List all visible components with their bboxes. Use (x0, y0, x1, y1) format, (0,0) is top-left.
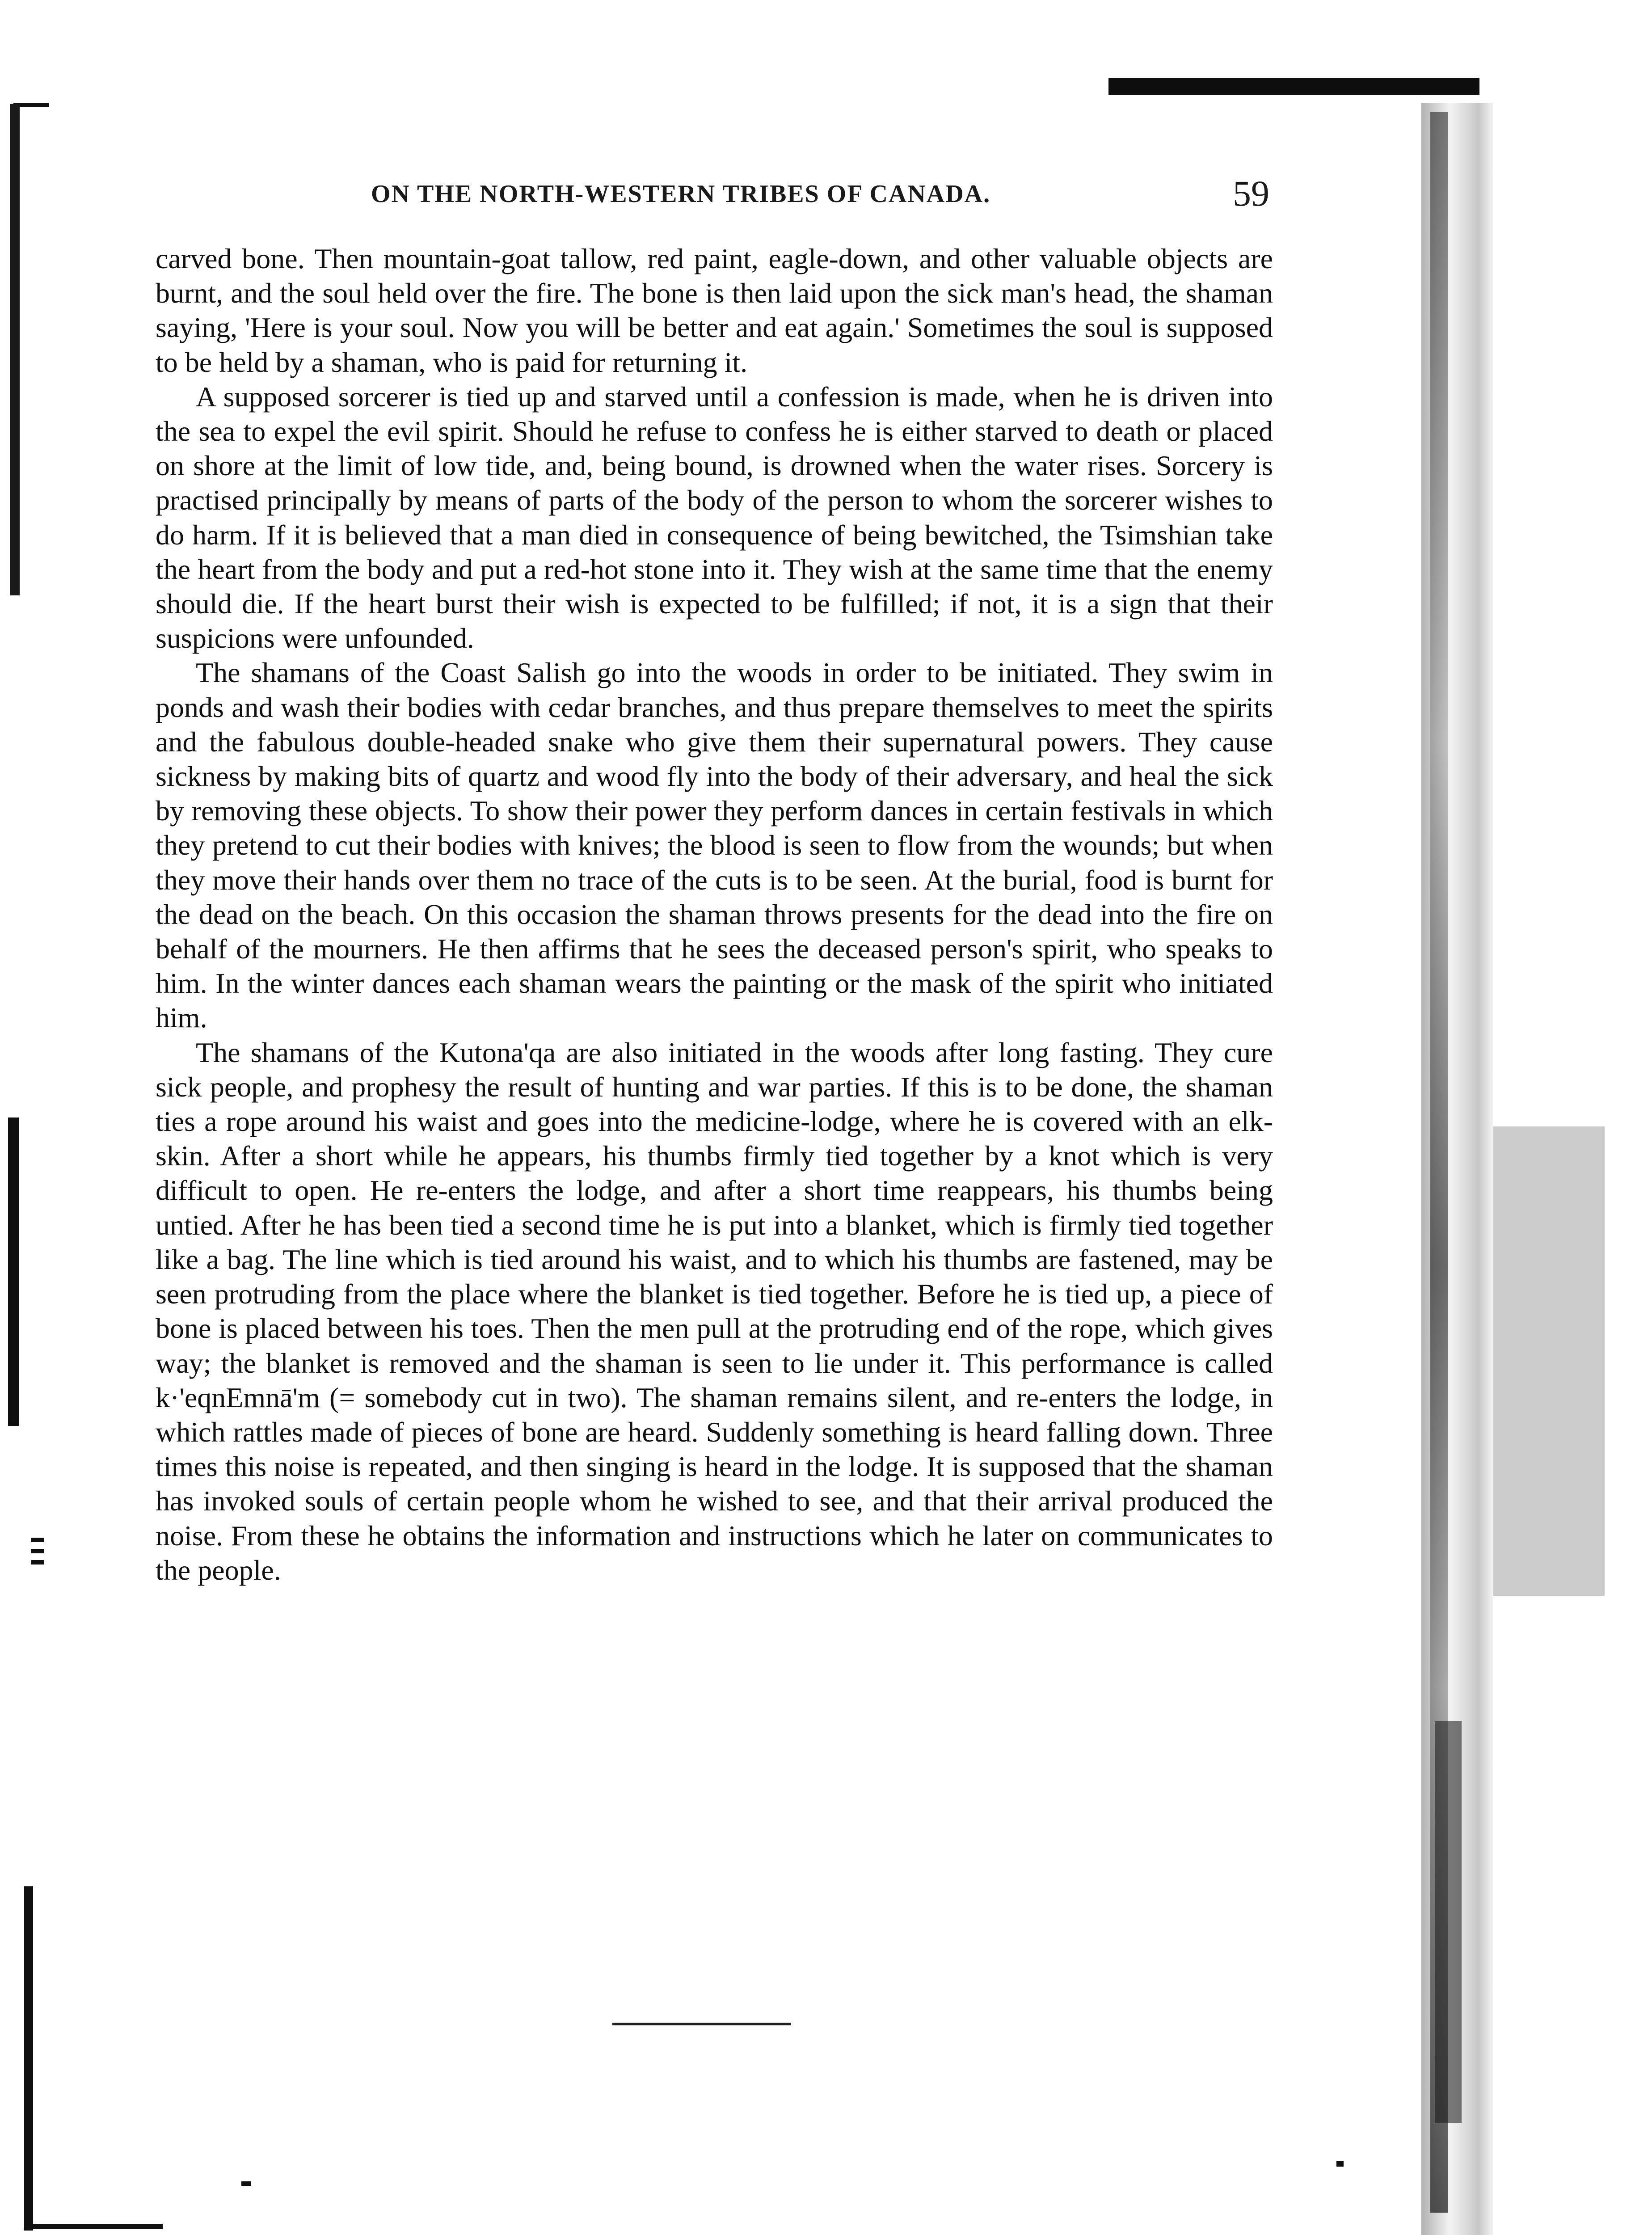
scan-edge-bar (8, 1118, 19, 1426)
paragraph: The shamans of the Coast Salish go into the woods in order to be initiated. They swim in ponds and wash their bodies with cedar branches, and thus prepare themselves to meet the spirits and the fabulous double-headed snake who give them their supernatural powers. They cause sickness by making bits of quartz and wood fly into the body of their adversary, and heal the sick by removing these objects. To show their power they perform dances in certain festivals in which they pretend to cut their bodies with knives; the blood is seen to flow from the wounds; but when they move their hands over them no trace of the cuts is to be seen. At the burial, food is burnt for the dead on the beach. On this occasion the shaman throws presents for the dead into the fire on behalf of the mourners. He then affirms that he sees the deceased person's spirit, who speaks to him. In the winter dances each shaman wears the painting or the mask of the spirit who initiated him. (156, 657, 1273, 1034)
section-end-rule (612, 2023, 791, 2025)
running-title: ON THE NORTH-WESTERN TRIBES OF CANADA. (371, 180, 991, 208)
scan-binding-shadow (1435, 1721, 1462, 2123)
scan-mark (31, 1560, 44, 1564)
page-number: 59 (1233, 173, 1269, 214)
paragraph: carved bone. Then mountain-goat tallow, red paint, eagle-down, and other valuable objects are burnt, and the soul held over the fire. The bone is then laid upon the sick man's head, the shaman saying, 'Here is your soul. Now you will be better and eat again.' Sometimes the soul is supposed to be held by a shaman, who is paid for returning it. (156, 243, 1273, 378)
scan-mark (31, 1549, 44, 1553)
paragraph: A supposed sorcerer is tied up and starved until a confession is made, when he is driven into the sea to expel the evil spirit. Should he refuse to confess he is either starved to death or placed on shore at the limit of low tide, and, being bound, is drowned when the water rises. Sorcery is practised principally by means of parts of the body of the person to whom the sorcerer wishes to do harm. If it is believed that a man died in consequence of being bewitched, the Tsimshian take the heart from the body and put a red-hot stone into it. They wish at the same time that the enemy should die. If the heart burst their wish is expected to be fulfilled; if not, it is a sign that their suspicions were unfounded. (156, 380, 1273, 654)
body-text (156, 241, 1273, 1587)
scan-speck (241, 2181, 251, 2186)
scan-mark (31, 1538, 44, 1542)
scan-edge-bar (10, 104, 20, 595)
scan-mark (24, 2224, 163, 2229)
scan-speck (1336, 2161, 1344, 2167)
running-header (250, 166, 1269, 215)
scan-edge-bar (1108, 78, 1479, 95)
paragraph: The shamans of the Kutona'qa are also initiated in the woods after long fasting. They cure sick people, and prophesy the result of hunting and war parties. If this is to be done, the shaman ties a rope around his waist and goes into the medicine-lodge, where he is covered with an elk-skin. After a short while he appears, his thumbs firmly tied together by a knot which is very difficult to open. He re-enters the lodge, and after a short time reappears, his thumbs being untied. After he has been tied a second time he is put into a blanket, which is firmly tied together like a bag. The line which is tied around his waist, and to which his thumbs are fastened, may be seen protruding from the place where the blanket is tied together. Before he is tied up, a piece of bone is placed between his toes. Then the men pull at the protruding end of the rope, which gives way; the blanket is removed and the shaman is seen to lie under it. This performance is called k·'eqnEmnā'm (= somebody cut in two). The shaman remains silent, and re-enters the lodge, in which rattles made of pieces of bone are heard. Suddenly something is heard falling down. Three times this noise is repeated, and then singing is heard in the lodge. It is supposed that the shaman has invoked souls of certain people whom he wished to see, and that their arrival produced the noise. From these he obtains the information and instructions which he later on communicates to the people. (156, 1036, 1273, 1586)
scan-bleed-through (1493, 1126, 1605, 1596)
scan-edge-bar (24, 1886, 33, 2231)
